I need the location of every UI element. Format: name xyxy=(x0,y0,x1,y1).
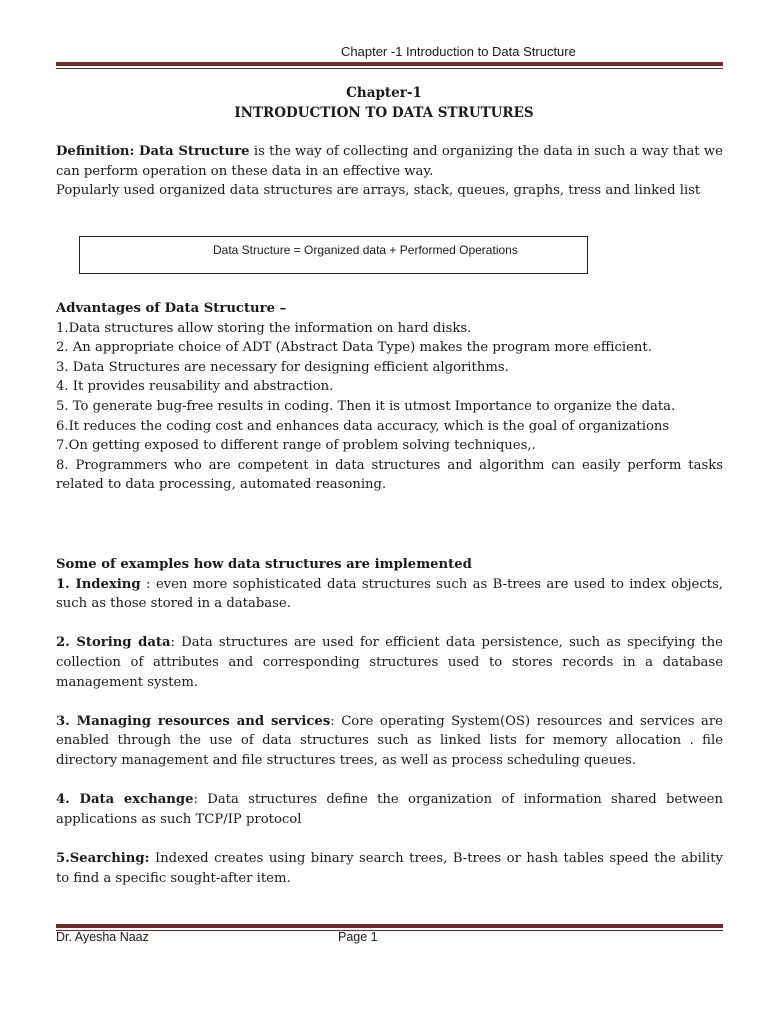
footer-page-number: Page 1 xyxy=(338,930,378,944)
example-item-indexing: 1. Indexing : even more sophisticated data structures such as B-trees are used to index objects, such as those stored in a database. xyxy=(56,576,723,612)
example-item-data-exchange: 4. Data exchange: Data structures define the organization of information shared between applications as such TCP/IP protocol xyxy=(56,792,723,827)
formula-box xyxy=(79,236,588,274)
header-rule xyxy=(56,62,723,69)
definition-paragraph xyxy=(56,142,723,181)
example-item-searching: 5.Searching: Indexed creates using binary search trees, B-trees or hash tables speed the ability to find a specific sought-after item. xyxy=(56,850,723,886)
footer-author: Dr. Ayesha Naaz xyxy=(56,930,149,944)
advantage-item: 5. To generate bug-free results in coding. Then it is utmost Importance to organize the data. xyxy=(56,398,676,414)
definition-label: Definition: Data Structure xyxy=(56,144,250,159)
examples-heading: Some of examples how data structures are implemented xyxy=(56,557,472,572)
advantages-heading: Advantages of Data Structure – xyxy=(56,301,287,316)
chapter-title-block xyxy=(0,83,768,123)
advantage-item: 2. An appropriate choice of ADT (Abstract Data Type) makes the program more efficient. xyxy=(56,340,652,356)
popular-structures-paragraph: Popularly used organized data structures are arrays, stack, queues, graphs, tress and linked list xyxy=(56,183,701,199)
advantage-item: 7.On getting exposed to different range of problem solving techniques,. xyxy=(56,438,536,454)
chapter-number: Chapter-1 xyxy=(346,85,422,101)
advantage-item: 3. Data Structures are necessary for designing efficient algorithms. xyxy=(56,359,509,375)
advantages-section xyxy=(56,299,723,495)
examples-section xyxy=(56,555,723,888)
formula-text: Data Structure = Organized data + Performed Operations xyxy=(213,243,518,257)
definition-section xyxy=(56,142,723,201)
running-title: Chapter -1 Introduction to Data Structure xyxy=(341,44,576,59)
advantage-item: 6.It reduces the coding cost and enhances data accuracy, which is the goal of organizations xyxy=(56,418,670,434)
footer-rule xyxy=(56,924,723,931)
advantage-item: 8. Programmers who are competent in data structures and algorithm can easily perform tasks related to data processing, automated reasoning. xyxy=(56,457,723,493)
example-item-managing-resources: 3. Managing resources and services: Core operating System(OS) resources and services are enabled through the use of data structures such as linked lists for memory allocation . file directory management and file structures trees, as well as process scheduling queues. xyxy=(56,713,723,768)
advantage-item: 4. It provides reusability and abstraction. xyxy=(56,379,334,395)
definition-text: is the way of collecting and organizing the data in such a way that we can perform operation on these data in an effective way. xyxy=(56,144,723,179)
advantage-item: 1.Data structures allow storing the information on hard disks. xyxy=(56,320,472,336)
chapter-heading: INTRODUCTION TO DATA STRUTURES xyxy=(234,105,534,121)
example-item-storing-data: 2. Storing data: Data structures are used for efficient data persistence, such as specifying the collection of attributes and corresponding structures used to stores records in a database management system. xyxy=(56,635,723,690)
